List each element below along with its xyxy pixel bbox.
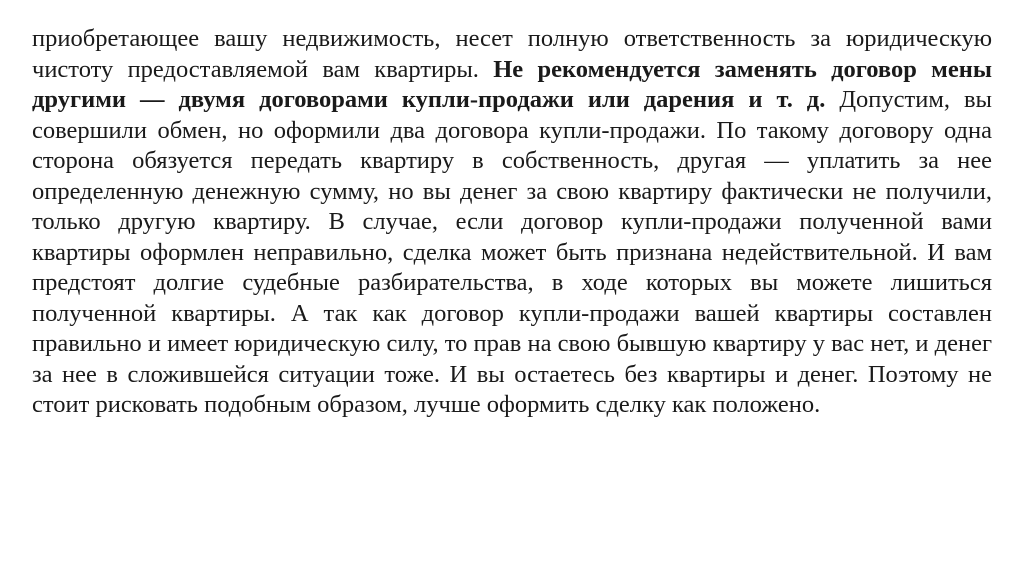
body-paragraph	[32, 24, 992, 421]
paragraph-bold-warning: Не рекомендуется заменять договор мены другими — двумя договорами купли-продажи или дарения и т. д.	[32, 55, 992, 113]
paragraph-text-intro: приобретающее вашу недвижимость, несет полную ответственность за юридическую чистоту предоставляемой вам квартиры.	[32, 25, 992, 83]
paragraph-text-explanation: Допустим, вы совершили обмен, но оформили два договора купли-продажи. По такому договору одна сторона обязуется передать квартиру в собственность, другая — уплатить за нее определенную денежную сумму, но вы денег за свою квартиру фактически не получили, только другую квартиру. В случае, если договор купли-продажи полученной вами квартиры оформлен неправильно, сделка может быть признана недействительной. И вам предстоят долгие судебные разбирательства, в ходе которых вы можете лишиться полученной квартиры. А так как договор купли-продажи вашей квартиры составлен правильно и имеет юридическую силу, то прав на свою бывшую квартиру у вас нет, и денег за нее в сложившейся ситуации тоже. И вы остаетесь без квартиры и денег. Поэтому не стоит рисковать подобным образом, лучше оформить сделку как положено.	[32, 86, 992, 418]
